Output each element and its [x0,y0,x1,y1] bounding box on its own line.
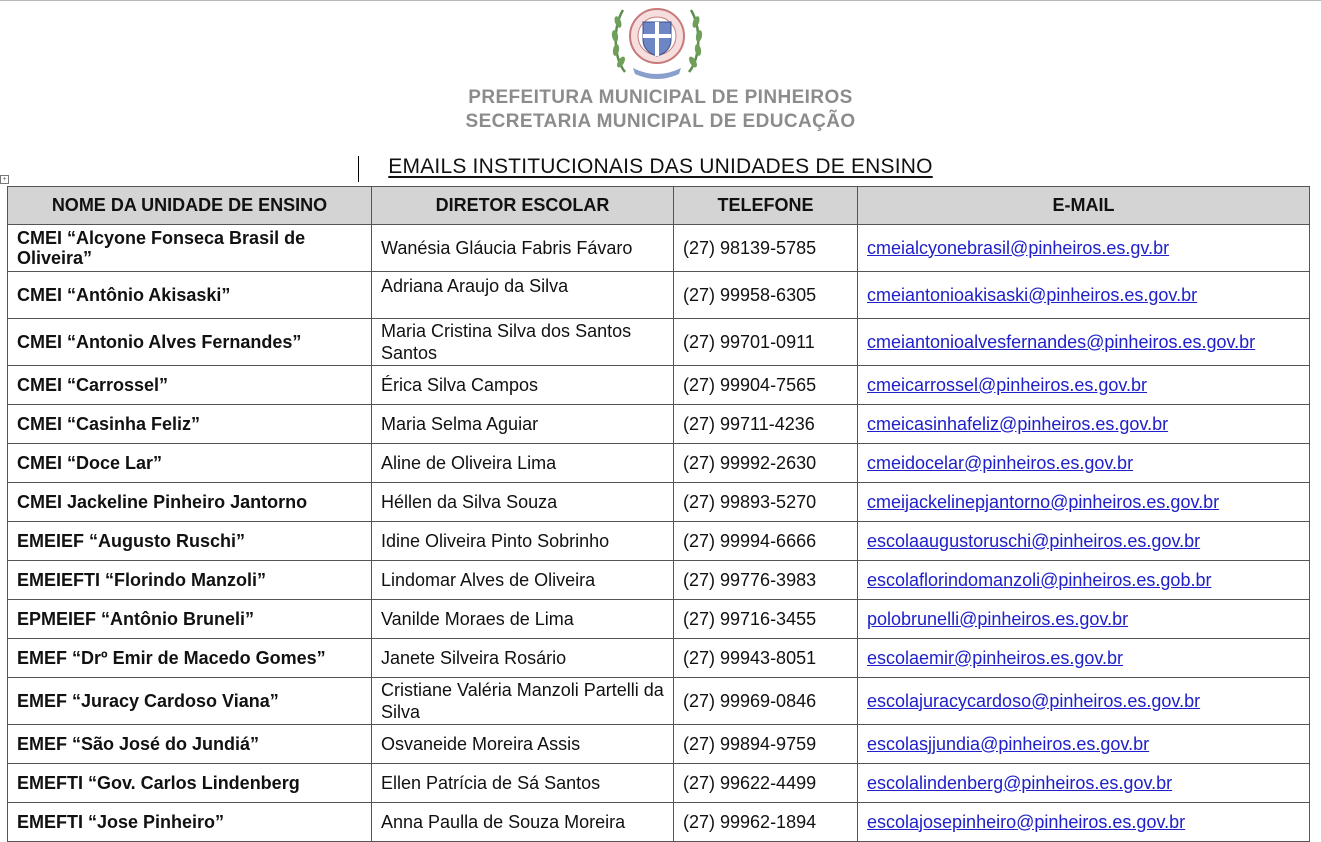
email-link[interactable]: escolajuracycardoso@pinheiros.es.gov.br [867,690,1201,711]
phone-number: (27) 99711-4236 [674,405,858,444]
email-link[interactable]: escolaflorindomanzoli@pinheiros.es.gob.br [867,569,1212,590]
email-cell [858,764,1310,803]
text-cursor [358,156,359,182]
director-name: Maria Selma Aguiar [372,405,674,444]
org-line-1: PREFEITURA MUNICIPAL DE PINHEIROS [468,87,853,108]
email-cell [858,803,1310,842]
document-title [0,155,1321,179]
table-row [8,561,1310,600]
school-name: EMEF “São José do Jundiá” [8,725,372,764]
director-name: Lindomar Alves de Oliveira [372,561,674,600]
email-cell [858,272,1310,319]
director-name: Janete Silveira Rosário [372,639,674,678]
column-header-school: NOME DA UNIDADE DE ENSINO [8,187,372,225]
school-name: EMEIEF “Augusto Ruschi” [8,522,372,561]
director-name: Ellen Patrícia de Sá Santos [372,764,674,803]
table-row [8,522,1310,561]
email-cell [858,225,1310,272]
phone-number: (27) 99994-6666 [674,522,858,561]
table-row [8,483,1310,522]
school-name: EMEFTI “Gov. Carlos Lindenberg [8,764,372,803]
email-link[interactable]: cmeicarrossel@pinheiros.es.gov.br [867,374,1148,395]
column-header-email: E-MAIL [858,187,1310,225]
director-name: Idine Oliveira Pinto Sobrinho [372,522,674,561]
table-header-row [8,187,1310,225]
email-link[interactable]: escolasjjundia@pinheiros.es.gov.br [867,733,1150,754]
table-row [8,272,1310,319]
schools-table [7,186,1310,842]
column-header-phone: TELEFONE [674,187,858,225]
document-title-text: EMAILS INSTITUCIONAIS DAS UNIDADES DE ENSINO [388,155,933,178]
email-link[interactable]: escolajosepinheiro@pinheiros.es.gov.br [867,811,1186,832]
email-cell [858,600,1310,639]
email-cell [858,483,1310,522]
email-link[interactable]: cmeijackelinepjantorno@pinheiros.es.gov.br [867,491,1220,512]
phone-number: (27) 99992-2630 [674,444,858,483]
email-link[interactable]: cmeicasinhafeliz@pinheiros.es.gov.br [867,413,1169,434]
email-cell [858,444,1310,483]
school-name: EMEFTI “Jose Pinheiro” [8,803,372,842]
email-cell [858,522,1310,561]
school-name: CMEI “Casinha Feliz” [8,405,372,444]
director-name: Aline de Oliveira Lima [372,444,674,483]
municipal-seal-icon [607,2,707,84]
director-name: Maria Cristina Silva dos Santos Santos [372,319,674,366]
email-link[interactable]: escolaaugustoruschi@pinheiros.es.gov.br [867,530,1201,551]
school-name: CMEI “Carrossel” [8,366,372,405]
school-name: EMEF “Drº Emir de Macedo Gomes” [8,639,372,678]
table-row [8,639,1310,678]
table-row [8,444,1310,483]
director-name: Anna Paulla de Souza Moreira [372,803,674,842]
column-header-director: DIRETOR ESCOLAR [372,187,674,225]
table-anchor-icon[interactable]: + [0,175,9,184]
phone-number: (27) 99943-8051 [674,639,858,678]
phone-number: (27) 99969-0846 [674,678,858,725]
school-name: EPMEIEF “Antônio Bruneli” [8,600,372,639]
table-row [8,319,1310,366]
table-row [8,725,1310,764]
email-link[interactable]: cmeiantonioalvesfernandes@pinheiros.es.gov.br [867,331,1256,352]
director-name: Vanilde Moraes de Lima [372,600,674,639]
school-name: CMEI “Doce Lar” [8,444,372,483]
top-border [0,0,1321,1]
director-name: Osvaneide Moreira Assis [372,725,674,764]
school-name: CMEI “Antônio Akisaski” [8,272,372,319]
phone-number: (27) 99622-4499 [674,764,858,803]
phone-number: (27) 99701-0911 [674,319,858,366]
director-name: Wanésia Gláucia Fabris Fávaro [372,225,674,272]
phone-number: (27) 99958-6305 [674,272,858,319]
table-row [8,405,1310,444]
table-row [8,600,1310,639]
phone-number: (27) 99904-7565 [674,366,858,405]
school-name: CMEI “Alcyone Fonseca Brasil de Oliveira” [8,225,372,272]
table-row [8,225,1310,272]
email-link[interactable]: polobrunelli@pinheiros.es.gov.br [867,608,1129,629]
email-cell [858,405,1310,444]
table-row [8,764,1310,803]
director-name: Érica Silva Campos [372,366,674,405]
school-name: CMEI “Antonio Alves Fernandes” [8,319,372,366]
phone-number: (27) 99894-9759 [674,725,858,764]
school-name: EMEF “Juracy Cardoso Viana” [8,678,372,725]
phone-number: (27) 99893-5270 [674,483,858,522]
table-row [8,366,1310,405]
phone-number: (27) 98139-5785 [674,225,858,272]
phone-number: (27) 99962-1894 [674,803,858,842]
email-cell [858,319,1310,366]
email-cell [858,366,1310,405]
email-link[interactable]: cmeialcyonebrasil@pinheiros.es.gv.br [867,237,1170,258]
phone-number: (27) 99776-3983 [674,561,858,600]
director-name: Adriana Araujo da Silva [372,272,674,319]
org-line-2: SECRETARIA MUNICIPAL DE EDUCAÇÃO [465,111,856,132]
email-link[interactable]: escolaemir@pinheiros.es.gov.br [867,647,1124,668]
director-name: Cristiane Valéria Manzoli Partelli da Silva [372,678,674,725]
email-link[interactable]: cmeidocelar@pinheiros.es.gov.br [867,452,1134,473]
phone-number: (27) 99716-3455 [674,600,858,639]
table-row [8,803,1310,842]
email-link[interactable]: escolalindenberg@pinheiros.es.gov.br [867,772,1173,793]
table-row [8,678,1310,725]
email-cell [858,639,1310,678]
email-cell [858,561,1310,600]
director-name: Héllen da Silva Souza [372,483,674,522]
school-name: CMEI Jackeline Pinheiro Jantorno [8,483,372,522]
email-cell [858,678,1310,725]
email-link[interactable]: cmeiantonioakisaski@pinheiros.es.gov.br [867,284,1198,305]
email-cell [858,725,1310,764]
school-name: EMEIEFTI “Florindo Manzoli” [8,561,372,600]
